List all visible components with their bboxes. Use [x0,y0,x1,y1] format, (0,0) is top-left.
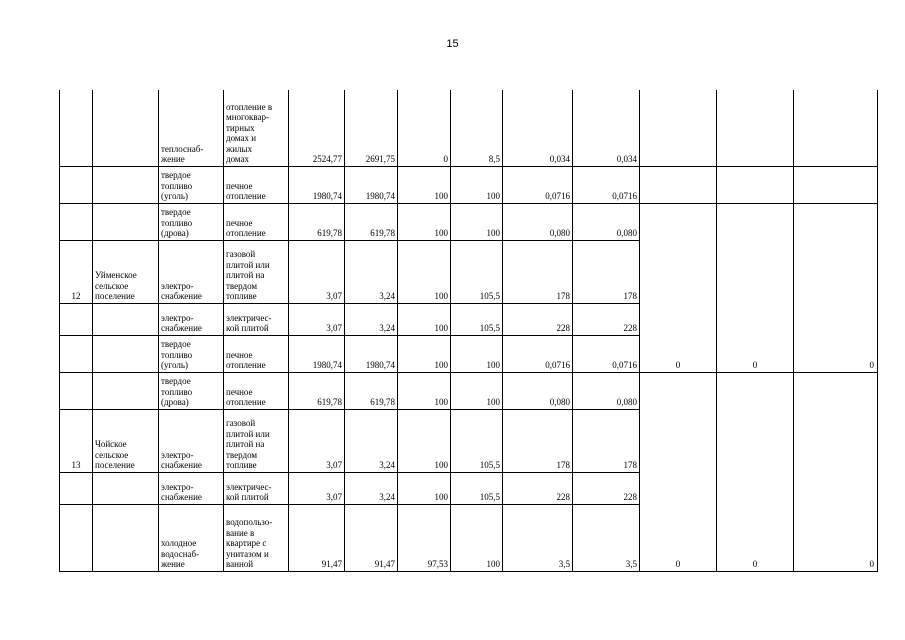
cell-settlement [93,90,159,166]
cell-norm-2: 178 [573,240,640,303]
cell-settlement [93,203,159,240]
cell-percent-2: 100 [451,166,503,203]
cell-row-number [60,372,93,409]
cell-percent-1: 100 [398,472,451,504]
cell-settlement [93,335,159,372]
cell-service: электро- снабжение [159,303,224,335]
cell-norm-2: 228 [573,472,640,504]
cell-percent-1: 100 [398,372,451,409]
cell-value-2: 3,24 [345,472,398,504]
cell-value-2: 1980,74 [345,335,398,372]
cell-norm-2: 178 [573,409,640,472]
cell-consumption-type: печное отопление [224,335,289,372]
cell-norm-1: 228 [503,303,573,335]
table-row [60,166,878,203]
cell-norm-2: 0,080 [573,372,640,409]
cell-service: твердое топливо (дрова) [159,372,224,409]
cell-row-number: 12 [60,240,93,303]
cell-merged-group-12-b: 0 [717,203,794,372]
cell-norm-1: 0,0716 [503,166,573,203]
cell-service: электро- снабжение [159,409,224,472]
cell-value-2: 619,78 [345,203,398,240]
cell-percent-2: 8,5 [451,90,503,166]
cell-value-1: 3,07 [289,303,345,335]
cell-empty [640,166,717,203]
cell-value-1: 1980,74 [289,335,345,372]
cell-settlement: Чойское сельское поселение [93,409,159,472]
cell-merged-group-13-a: 0 [640,372,717,571]
cell-row-number [60,303,93,335]
cell-percent-1: 100 [398,166,451,203]
cell-empty [794,166,878,203]
cell-value-2: 91,47 [345,504,398,571]
cell-percent-2: 100 [451,372,503,409]
cell-norm-1: 178 [503,240,573,303]
cell-consumption-type: печное отопление [224,166,289,203]
cell-row-number [60,335,93,372]
cell-value-2: 3,24 [345,303,398,335]
cell-norm-1: 0,0716 [503,335,573,372]
cell-consumption-type: печное отопление [224,203,289,240]
cell-value-2: 1980,74 [345,166,398,203]
cell-settlement [93,472,159,504]
cell-empty [717,90,794,166]
cell-service: электро- снабжение [159,472,224,504]
table-row [60,372,878,409]
cell-percent-1: 100 [398,303,451,335]
tariff-table [59,90,878,572]
cell-value-2: 3,24 [345,240,398,303]
cell-row-number [60,472,93,504]
cell-consumption-type: газовой плитой или плитой на твердом топливе [224,409,289,472]
table-row [60,203,878,240]
cell-consumption-type: газовой плитой или плитой на твердом топливе [224,240,289,303]
cell-value-2: 3,24 [345,409,398,472]
table-row [60,90,878,166]
cell-value-1: 619,78 [289,372,345,409]
cell-service: теплоснаб- жение [159,90,224,166]
cell-merged-group-13-b: 0 [717,372,794,571]
cell-percent-2: 105,5 [451,240,503,303]
cell-value-1: 3,07 [289,240,345,303]
cell-service: твердое топливо (уголь) [159,166,224,203]
cell-value-1: 3,07 [289,409,345,472]
cell-empty [794,90,878,166]
cell-percent-1: 100 [398,335,451,372]
cell-empty [640,90,717,166]
cell-percent-2: 100 [451,203,503,240]
cell-percent-1: 97,53 [398,504,451,571]
cell-percent-2: 105,5 [451,472,503,504]
cell-percent-2: 100 [451,504,503,571]
cell-consumption-type: водопользо- вание в квартире с унитазом и ванной [224,504,289,571]
cell-percent-1: 0 [398,90,451,166]
cell-empty [717,166,794,203]
cell-norm-2: 228 [573,303,640,335]
cell-merged-group-12-a: 0 [640,203,717,372]
cell-service: холодное водоснаб- жение [159,504,224,571]
cell-row-number [60,504,93,571]
cell-row-number [60,203,93,240]
cell-value-2: 2691,75 [345,90,398,166]
cell-norm-1: 0,034 [503,90,573,166]
cell-merged-group-13-c: 0 [794,372,878,571]
cell-norm-2: 0,080 [573,203,640,240]
cell-percent-1: 100 [398,240,451,303]
cell-percent-1: 100 [398,409,451,472]
cell-settlement [93,372,159,409]
cell-row-number [60,166,93,203]
cell-percent-1: 100 [398,203,451,240]
cell-settlement [93,303,159,335]
page-number: 15 [446,38,459,50]
cell-consumption-type: отопление в многоквар- тирных домах и жилых домах [224,90,289,166]
cell-value-1: 2524,77 [289,90,345,166]
cell-norm-1: 0,080 [503,372,573,409]
cell-percent-2: 100 [451,335,503,372]
cell-norm-1: 3,5 [503,504,573,571]
cell-norm-1: 228 [503,472,573,504]
cell-norm-2: 0,0716 [573,335,640,372]
cell-settlement [93,166,159,203]
cell-settlement: Уйменское сельское поселение [93,240,159,303]
cell-merged-group-12-c: 0 [794,203,878,372]
cell-percent-2: 105,5 [451,303,503,335]
cell-row-number [60,90,93,166]
cell-value-1: 91,47 [289,504,345,571]
cell-value-1: 1980,74 [289,166,345,203]
cell-norm-2: 0,034 [573,90,640,166]
cell-norm-2: 0,0716 [573,166,640,203]
cell-percent-2: 105,5 [451,409,503,472]
cell-norm-1: 0,080 [503,203,573,240]
cell-value-1: 619,78 [289,203,345,240]
cell-norm-2: 3,5 [573,504,640,571]
cell-settlement [93,504,159,571]
cell-norm-1: 178 [503,409,573,472]
cell-value-1: 3,07 [289,472,345,504]
cell-service: твердое топливо (уголь) [159,335,224,372]
cell-consumption-type: печное отопление [224,372,289,409]
cell-service: электро- снабжение [159,240,224,303]
cell-row-number: 13 [60,409,93,472]
cell-consumption-type: электричес- кой плитой [224,303,289,335]
cell-consumption-type: электричес- кой плитой [224,472,289,504]
cell-service: твердое топливо (дрова) [159,203,224,240]
cell-value-2: 619,78 [345,372,398,409]
